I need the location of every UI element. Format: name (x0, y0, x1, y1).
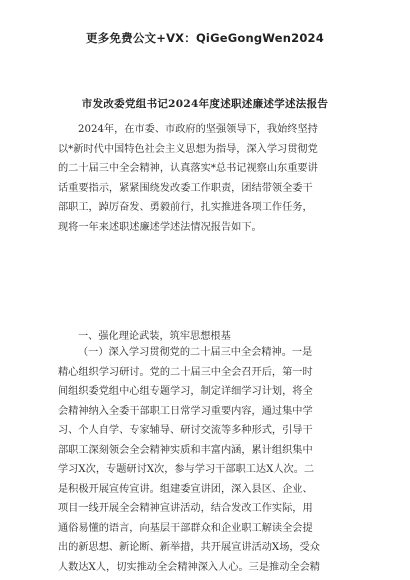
section-one-paragraph (58, 343, 358, 577)
header-banner: 更多免费公文+VX：QiGeGongWen2024 (86, 31, 324, 45)
paragraph-line: 通俗易懂的语言，向基层干部群众和企业职工解读全会提 (58, 522, 313, 534)
paragraph-line: 2024年，在市委、市政府的坚强领导下，我始终坚持 (78, 124, 318, 135)
paragraph-line: 部职工深刻领会全会精神实质和丰富内涵，累计组织集中 (58, 444, 313, 456)
paragraph-line: 精心组织学习研讨。党的二十届三中全会召开后，第一时 (58, 366, 313, 378)
paragraph-line: 的二十届三中全会精神，认真落实*总书记视察山东重要讲 (58, 163, 318, 174)
paragraph-line: 是积极开展宣传宣讲。组建委宣讲团，深入县区、企业、 (58, 483, 313, 495)
document-title: 市发改委党组书记2024年度述职述廉述学述法报告 (81, 98, 329, 110)
paragraph-line: 习、个人自学、专家辅导、研讨交流等多种形式，引导干 (58, 425, 313, 436)
paragraph-line: 部职工，踔厉奋发、勇毅前行，扎实推进各项工作任务， (58, 202, 313, 213)
paragraph-line: 现将一年来述职述廉述学述法情况报告如下。 (58, 221, 262, 233)
paragraph-line: 人数达X人，切实推动全会精神深入人心。三是推动全会精 (58, 561, 320, 573)
paragraph-line: 学习X次，专题研讨X次，参与学习干部职工达X人次。二 (58, 464, 315, 475)
paragraph-line: 间组织委党组中心组专题学习，制定详细学习计划，将全 (58, 386, 313, 397)
paragraph-line: 项目一线开展全会精神宣讲活动，结合发改工作实际，用 (58, 503, 313, 514)
paragraph-line: 话重要指示，紧紧围绕发改委工作职责，团结带领全委干 (58, 182, 313, 194)
intro-paragraph (58, 120, 358, 237)
section-heading: 一、强化理论武装，筑牢思想根基 (78, 331, 231, 342)
paragraph-line: 会精神纳入全委干部职工日常学习重要内容，通过集中学 (58, 405, 313, 417)
paragraph-line: 出的新思想、新论断、新举措，共开展宣讲活动X场，受众 (58, 542, 320, 553)
paragraph-line: 以*新时代中国特色社会主义思想为指导，深入学习贯彻党 (58, 143, 318, 155)
paragraph-line: （一）深入学习贯彻党的二十届三中全会精神。一是 (78, 347, 313, 358)
